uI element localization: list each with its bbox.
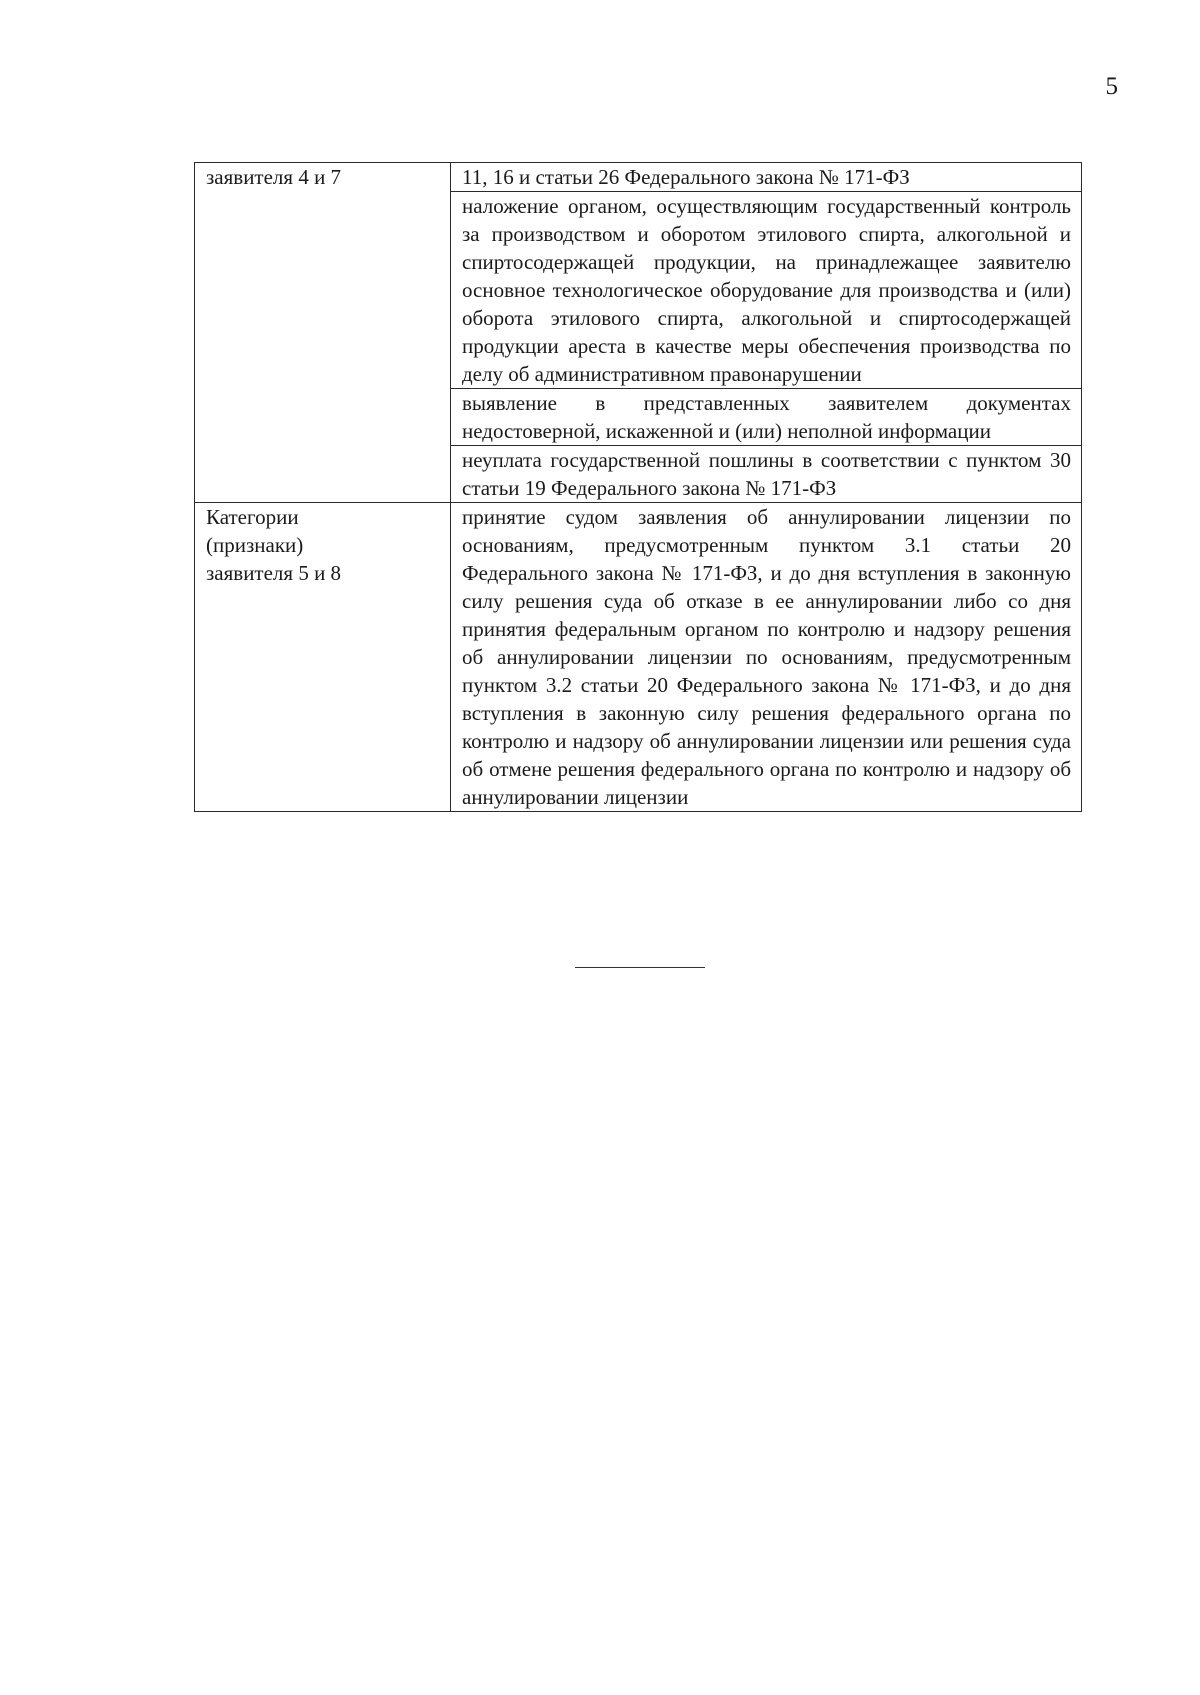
category-cell — [195, 163, 451, 503]
category-line: Категории — [206, 505, 299, 529]
category-line: заявителя 5 и 8 — [206, 561, 342, 585]
basis-cell: выявление в представленных заявителем документах недостоверной, искаженной и (или) неполной информации — [451, 389, 1082, 446]
basis-cell: 11, 16 и статьи 26 Федерального закона № 171-ФЗ — [451, 163, 1082, 192]
basis-cell: наложение органом, осуществляющим государственный контроль за производством и оборотом этилового спирта, алкогольной и спиртосодержащей продукции, на принадлежащее заявителю основное технологическое оборудование для производства и (или) оборота этилового спирта, алкогольной и спиртосодержащей продукции ареста в качестве меры обеспечения производства по делу об административном правонарушении — [451, 192, 1082, 389]
end-of-document-rule — [575, 967, 705, 968]
basis-cell: принятие судом заявления об аннулировании лицензии по основаниям, предусмотренным пунктом 3.1 статьи 20 Федерального закона № 171-ФЗ, и до дня вступления в законную силу решения суда об отказе в ее аннулировании либо со дня принятия федеральным органом по контролю и надзору решения об аннулировании лицензии по основаниям, предусмотренным пунктом 3.2 статьи 20 Федерального закона № 171-ФЗ, и до дня вступления в законную силу решения федерального органа по контролю и надзору об аннулировании лицензии или решения суда об отмене решения федерального органа по контролю и надзору об аннулировании лицензии — [451, 503, 1082, 812]
table-row — [195, 163, 1082, 192]
table-row — [195, 503, 1082, 812]
basis-cell: неуплата государственной пошлины в соответствии с пунктом 30 статьи 19 Федерального закона № 171-ФЗ — [451, 446, 1082, 503]
category-cell — [195, 503, 451, 812]
category-line: (признаки) — [206, 533, 304, 557]
category-line: заявителя 4 и 7 — [206, 165, 342, 189]
page-number: 5 — [1105, 73, 1118, 100]
grounds-table — [194, 162, 1082, 812]
